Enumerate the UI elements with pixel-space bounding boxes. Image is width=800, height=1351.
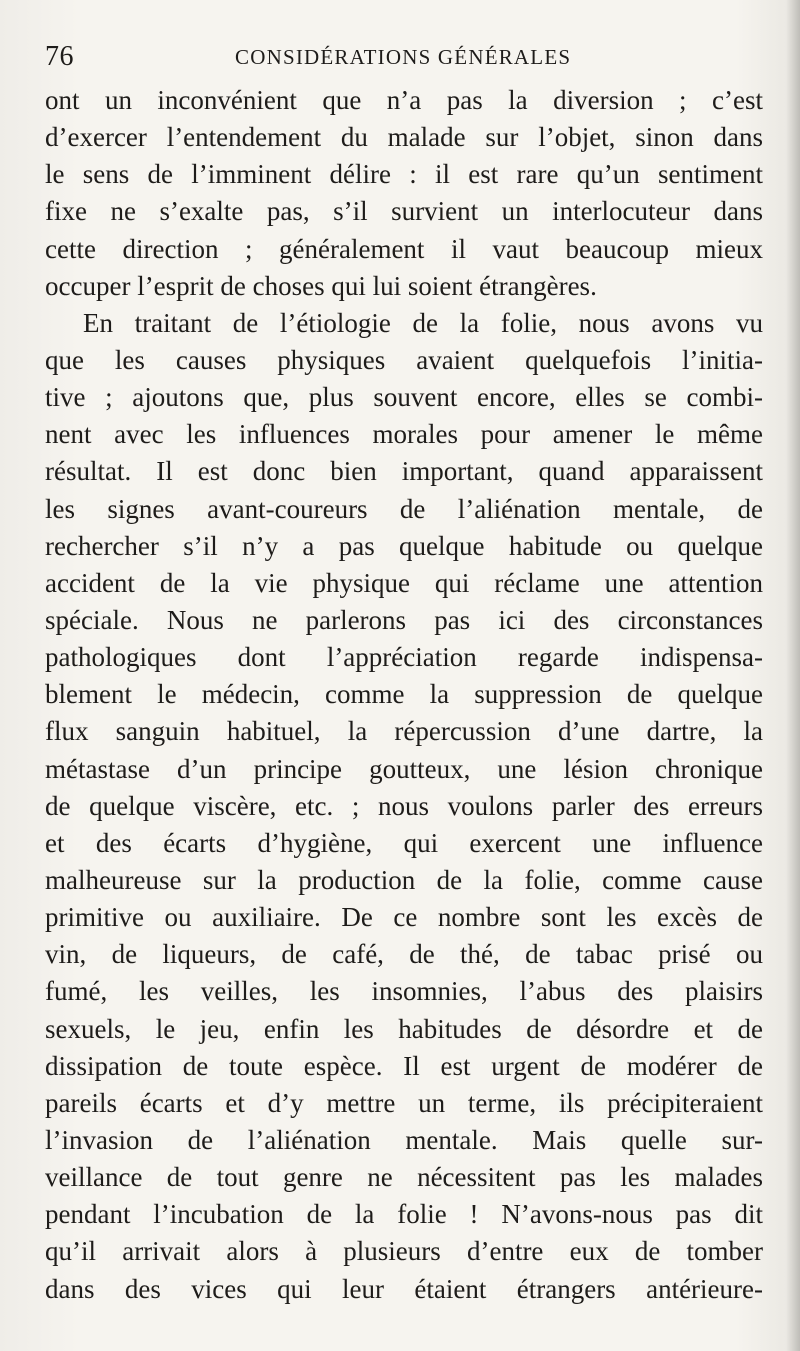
text-line: malheureuse sur la production de la folie, comme cause [45,864,763,895]
text-line: fumé, les veilles, les insomnies, l’abus des plaisirs [45,976,763,1007]
text-line: spéciale. Nous ne parlerons pas ici des circonstances [45,604,763,635]
text-line: fixe ne s’exalte pas, s’il survient un interlocuteur dans [45,196,763,227]
running-head: CONSIDÉRATIONS GÉNÉRALES [235,45,572,69]
text-line: accident de la vie physique qui réclame une attention [45,567,763,598]
text-line: pendant l’incubation de la folie ! N’avons-nous pas dit [45,1199,763,1230]
text-line: dans des vices qui leur étaient étrangers antérieure- [45,1273,763,1304]
text-line: qu’il arrivait alors à plusieurs d’entre eux de tomber [45,1236,763,1267]
text-line: résultat. Il est donc bien important, quand apparaissent [45,456,763,487]
text-line: de quelque viscère, etc. ; nous voulons parler des erreurs [45,790,763,821]
text-line: et des écarts d’hygiène, qui exercent une influence [45,827,763,858]
text-line: vin, de liqueurs, de café, de thé, de tabac prisé ou [45,939,763,970]
text-line: les signes avant-coureurs de l’aliénation mentale, de [45,493,763,524]
text-line: primitive ou auxiliaire. De ce nombre sont les excès de [45,902,763,933]
page-edge-shadow [786,0,800,1351]
page-number: 76 [45,41,74,72]
text-line: que les causes physiques avaient quelquefois l’initia- [45,344,763,375]
text-line: cette direction ; généralement il vaut beaucoup mieux [45,233,763,264]
text-line: veillance de tout genre ne nécessitent pas les malades [45,1162,763,1193]
text-line: le sens de l’imminent délire : il est rare qu’un sentiment [45,159,763,190]
text-line: occuper l’esprit de choses qui lui soient étrangères. [45,270,597,301]
paragraph-first-line: En traitant de l’étiologie de la folie, nous avons vu [83,307,763,338]
text-line: pathologiques dont l’appréciation regarde indispensa- [45,642,763,673]
text-line: flux sanguin habituel, la répercussion d’une dartre, la [45,716,763,747]
text-line: métastase d’un principe goutteux, une lésion chronique [45,753,763,784]
text-line: d’exercer l’entendement du malade sur l’objet, sinon dans [45,122,763,153]
text-line: blement le médecin, comme la suppression de quelque [45,679,763,710]
text-line: nent avec les influences morales pour amener le même [45,419,763,450]
body-text [45,82,763,1308]
text-line: rechercher s’il n’y a pas quelque habitude ou quelque [45,530,763,561]
text-line: tive ; ajoutons que, plus souvent encore, elles se combi- [45,382,763,413]
text-line: l’invasion de l’aliénation mentale. Mais quelle sur- [45,1124,763,1155]
text-line: dissipation de toute espèce. Il est urgent de modérer de [45,1050,763,1081]
text-line: ont un inconvénient que n’a pas la diversion ; c’est [45,85,763,115]
page-header [45,40,760,74]
text-line: pareils écarts et d’y mettre un terme, ils précipiteraient [45,1087,763,1118]
text-line: sexuels, le jeu, enfin les habitudes de désordre et de [45,1013,763,1044]
